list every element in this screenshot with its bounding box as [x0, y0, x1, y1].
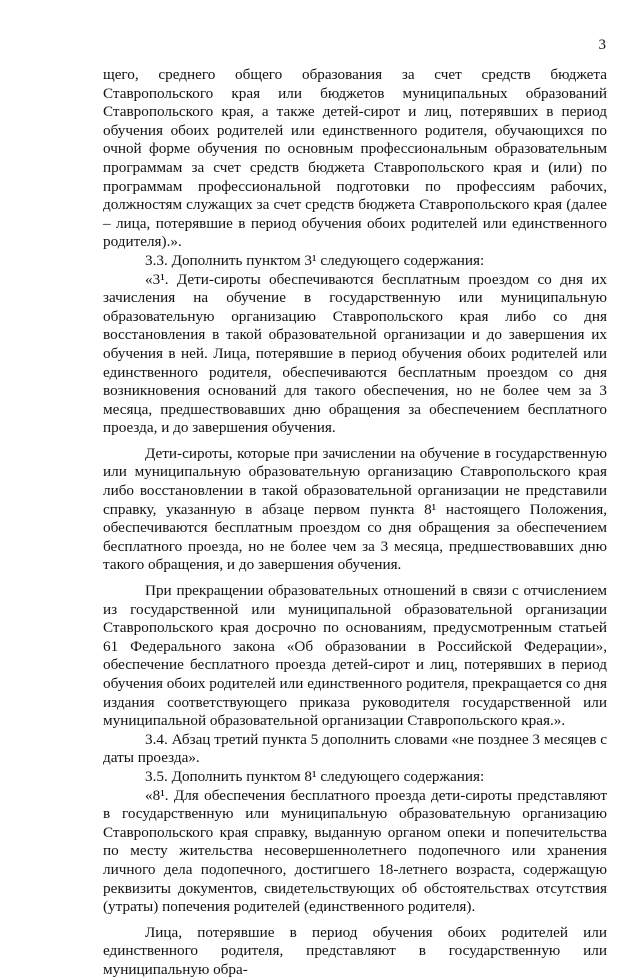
paragraph-continuation: щего, среднего общего образования за счет средств бюджета Ставропольского края или бюджетов муниципальных образований Ставропольского края, а также детей-сирот и лиц, потерявших в период обучения обоих родителей или единственного родителя, обучающихся по очной форме обучения по основным профессиональным образовательным программам за счет средств бюджета Ставропольского края и (или) по программам профессиональной подготовки по профессиям рабочих, должностям служащих за счет средств бюджета Ставропольского края (далее – лица, потерявшие в период обучения обоих родителей или единственного родителя).». [103, 66, 607, 251]
document-body [103, 66, 607, 980]
paragraph-3-5: 3.5. Дополнить пунктом 8¹ следующего содержания: [145, 767, 485, 785]
paragraph-8-1-text: «8¹. Для обеспечения бесплатного проезда дети-сироты представляют в государственную или муниципальную образовательную организацию Ставропольского края справку, выданную органом опеки и попечительства по месту жительства несовершеннолетнего подопечного или хранения личного дела подопечного, достигшего 18-летнего возраста, содержащую реквизиты документов, свидетельствующих об обстоятельствах отсутствия (утраты) попечения родителей (единственного родителя). [103, 786, 607, 916]
paragraph-3-1-text: «3¹. Дети-сироты обеспечиваются бесплатным проездом со дня их зачисления на обучение в государственную или муниципальную образовательную организацию Ставропольского края либо со дня восстановления в такой образовательной организации и до завершения их обучения в ней. Лица, потерявшие в период обучения обоих родителей или единственного родителя, обеспечиваются бесплатным проездом со дня возникновения оснований для такого обеспечения, но не более чем за 3 месяца, предшествовавших дню обращения за обеспечением бесплатного проезда, и до завершения обучения. [103, 270, 607, 437]
paragraph-termination: При прекращении образовательных отношений в связи с отчислением из государственной или муниципальной образовательной организации Ставропольского края досрочно по основаниям, предусмотренным статьей 61 Федерального закона «Об образовании в Российской Федерации», обеспечение бесплатного проезда детей-сирот и лиц, потерявших в период обучения обоих родителей или единственного родителя, прекращается со дня издания соответствующего приказа руководителя государственной или муниципальной образовательной организации Ставропольского края.». [103, 582, 607, 730]
paragraph-persons-who-lost-parents: Лица, потерявшие в период обучения обоих родителей или единственного родителя, представляют в государственную или муниципальную обра- [103, 923, 607, 978]
paragraph-orphans-reference: Дети-сироты, которые при зачислении на обучение в государственную или муниципальную образовательную организацию Ставропольского края либо восстановлении в такой образовательной организации не представили справку, указанную в абзаце первом пункта 8¹ настоящего Положения, обеспечиваются бесплатным проездом со дня обращения за обеспечением бесплатного проезда, но не более чем за 3 месяца, предшествовавших дню такого обращения, и до завершения обучения. [103, 444, 607, 574]
page-number: 3 [598, 37, 606, 53]
paragraph-3-3: 3.3. Дополнить пунктом 3¹ следующего содержания: [145, 251, 485, 269]
paragraph-3-4: 3.4. Абзац третий пункта 5 дополнить словами «не позднее 3 месяцев с даты проезда». [103, 730, 607, 767]
